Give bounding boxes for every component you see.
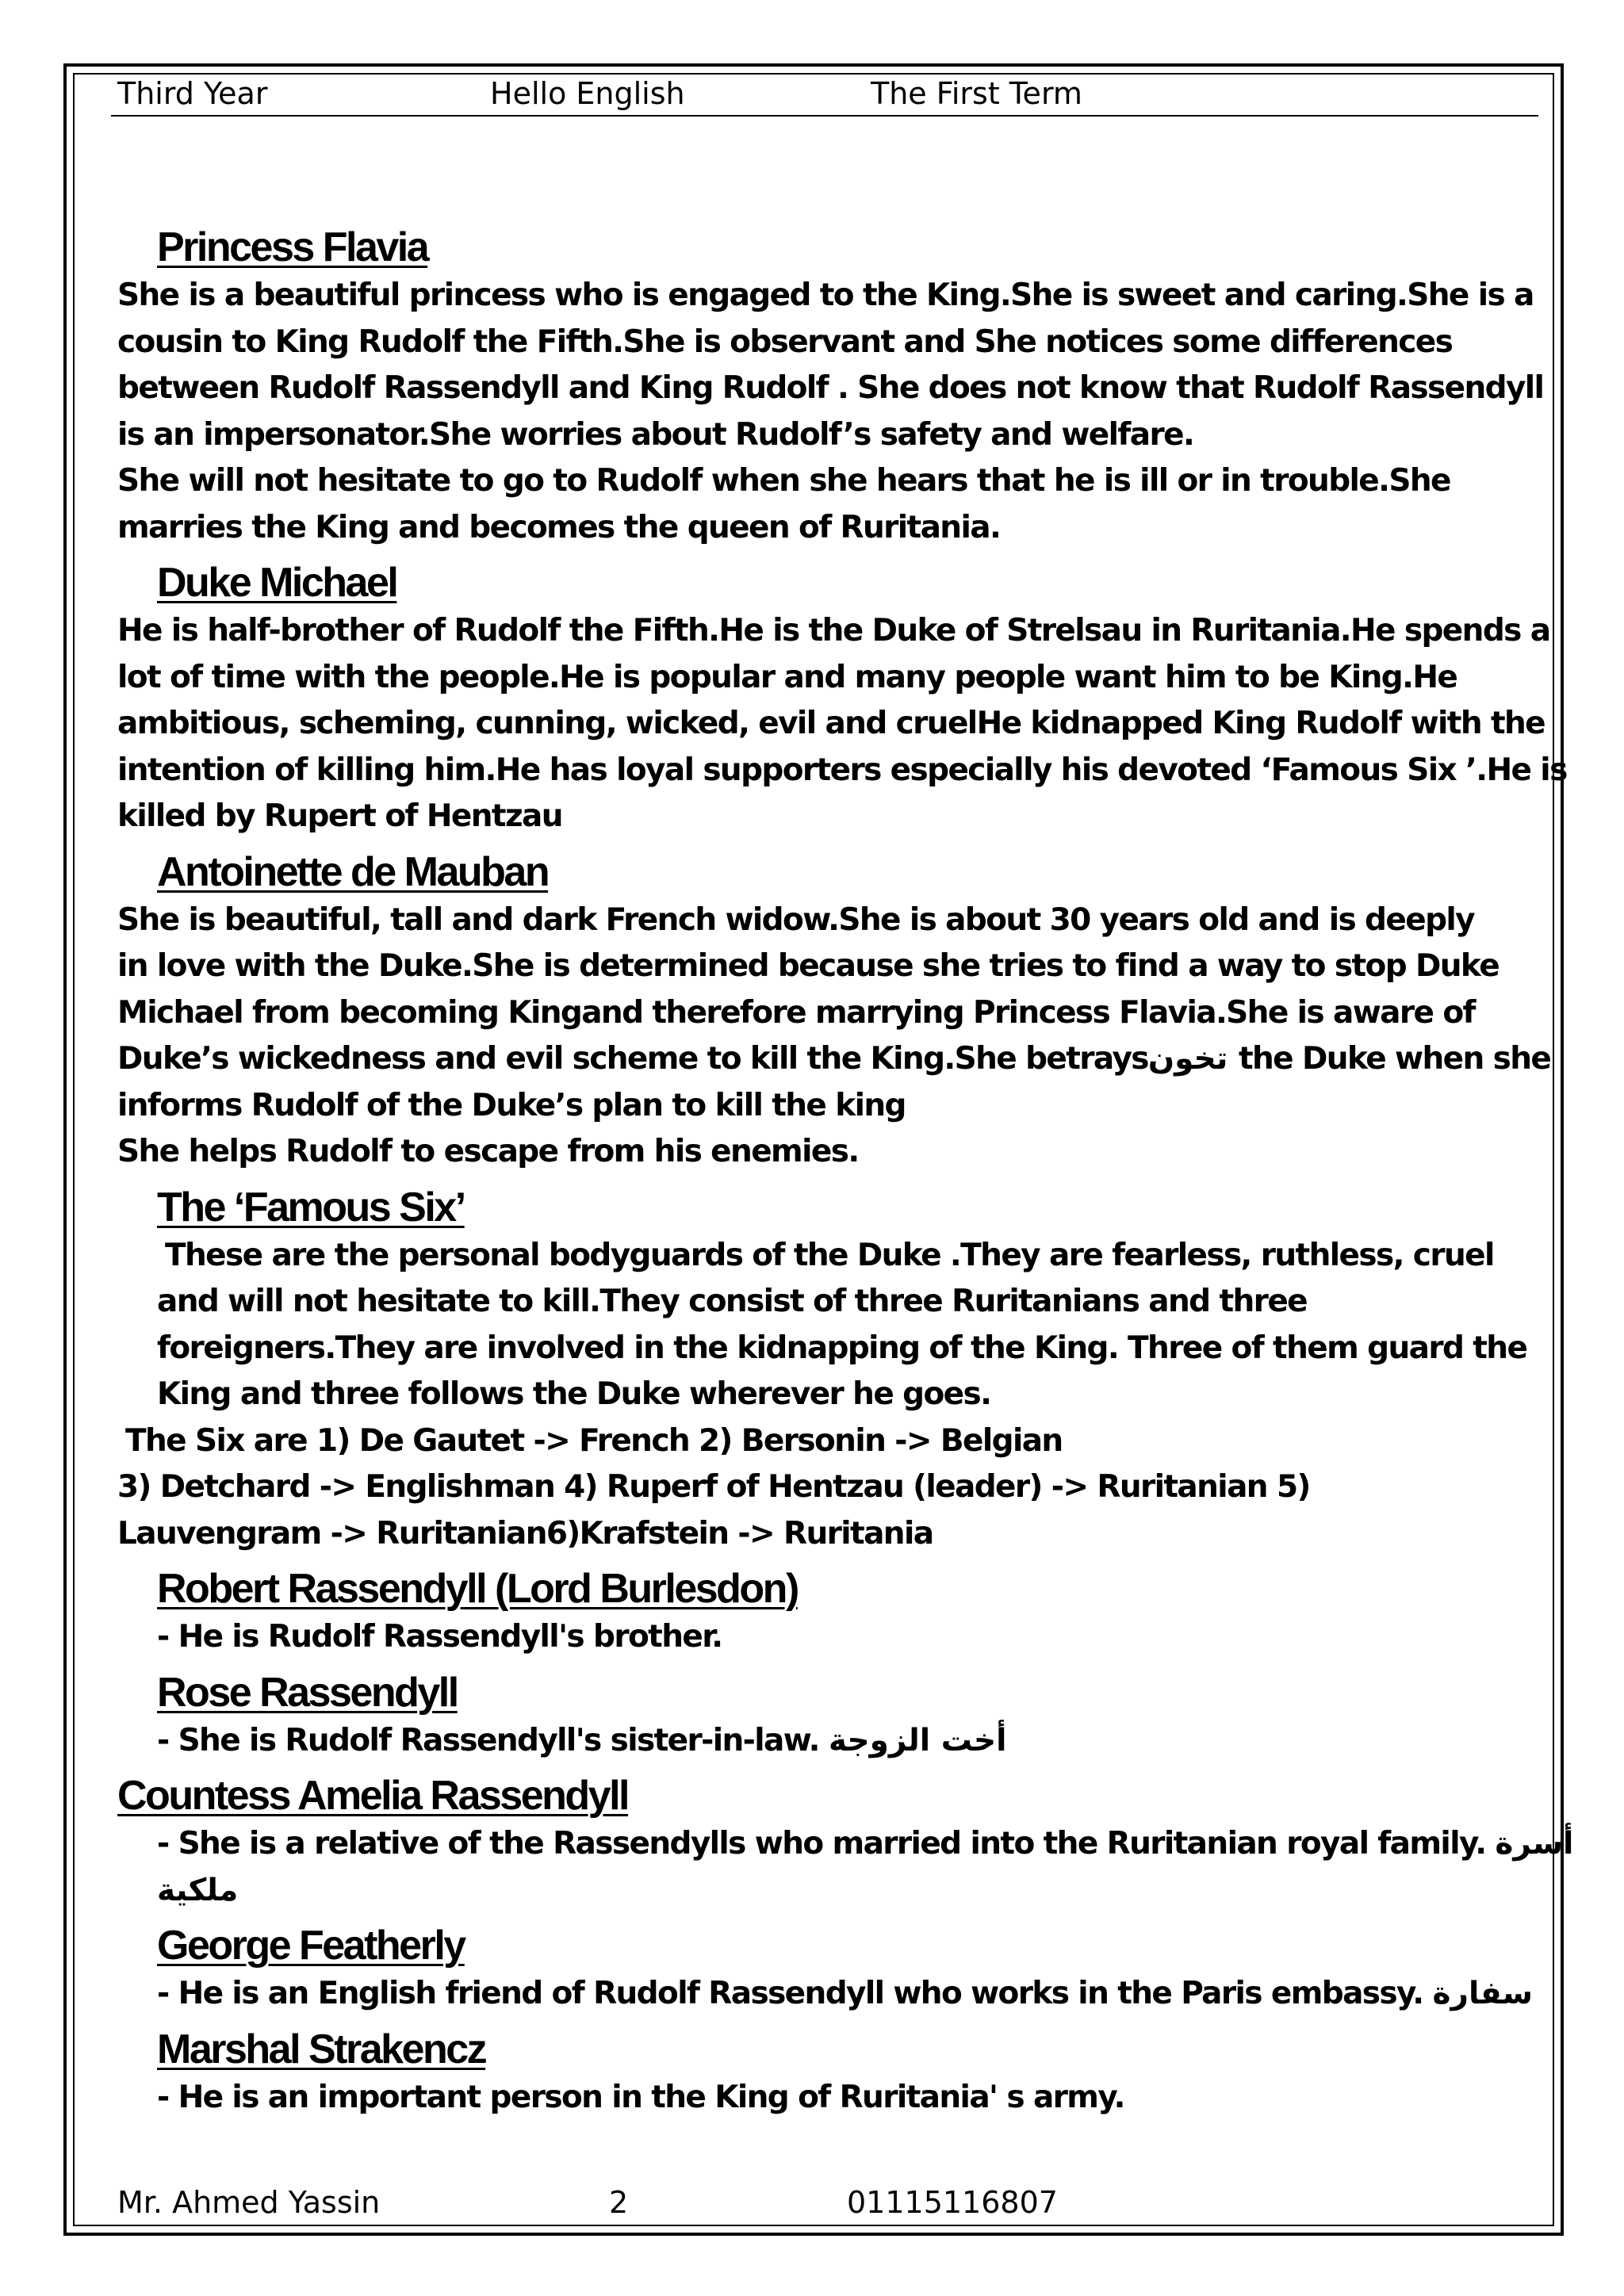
paragraph-line: She will not hesitate to go to Rudolf when she hears that he is ill or in trouble.She [117, 463, 1450, 499]
heading-duke-michael: Duke Michael [157, 560, 397, 606]
heading-marshal-strakencz: Marshal Strakencz [157, 2026, 486, 2072]
header-rule [111, 115, 1538, 117]
paragraph-line: She is beautiful, tall and dark French widow.She is about 30 years old and is deeply [117, 901, 1474, 938]
list-line: 3) Detchard -> Englishman 4) Ruperf of Hentzau (leader) -> Ruritanian 5) [117, 1469, 1310, 1505]
footer-author: Mr. Ahmed Yassin [117, 2185, 381, 2220]
paragraph-line: between Rudolf Rassendyll and King Rudolf . She does not know that Rudolf Rassendyll [117, 370, 1544, 406]
header-center: Hello English [490, 76, 685, 111]
paragraph-line: She helps Rudolf to escape from his enemies. [117, 1134, 859, 1169]
paragraph-line: and will not hesitate to kill.They consist of three Ruritanians and three [157, 1284, 1308, 1319]
paragraph-line: Michael from becoming Kingand therefore marrying Princess Flavia.She is aware of [117, 994, 1475, 1031]
paragraph-line: ambitious, scheming, cunning, wicked, evil and cruelHe kidnapped King Rudolf with the [117, 706, 1545, 741]
paragraph-line: informs Rudolf of the Duke’s plan to kill the king [117, 1087, 906, 1123]
header-right: The First Term [871, 76, 1082, 111]
footer-page-number: 2 [609, 2185, 629, 2220]
header-left: Third Year [117, 76, 268, 111]
paragraph-line: - She is a relative of the Rassendylls who married into the Ruritanian royal family. أسرة [157, 1826, 1574, 1862]
heading-famous-six: The ‘Famous Six’ [157, 1184, 465, 1230]
paragraph-line: intention of killing him.He has loyal supporters especially his devoted ‘Famous Six ’.He is [117, 752, 1567, 788]
paragraph-line: - He is an English friend of Rudolf Rassendyll who works in the Paris embassy. سفارة [157, 1976, 1534, 2011]
paragraph-line: foreigners.They are involved in the kidnapping of the King. Three of them guard the [157, 1330, 1527, 1366]
paragraph-line: Duke’s wickedness and evil scheme to kill the King.She betraysتخون the Duke when she [117, 1041, 1551, 1077]
paragraph-line: marries the King and becomes the queen of Ruritania. [117, 509, 1001, 545]
paragraph-line: - She is Rudolf Rassendyll's sister-in-law. أخت الزوجة [157, 1722, 1007, 1758]
paragraph-line: King and three follows the Duke wherever he goes. [157, 1376, 991, 1412]
heading-antoinette: Antoinette de Mauban [157, 848, 549, 895]
paragraph-line: killed by Rupert of Hentzau [117, 798, 562, 834]
paragraph-line: He is half-brother of Rudolf the Fifth.He is the Duke of Strelsau in Ruritania.He spends a [117, 613, 1550, 649]
paragraph-line: is an impersonator.She worries about Rudolf’s safety and welfare. [117, 416, 1194, 453]
paragraph-line: ملكية [157, 1872, 239, 1908]
heading-robert-rassendyll: Robert Rassendyll (Lord Burlesdon) [157, 1566, 798, 1612]
paragraph-line: cousin to King Rudolf the Fifth.She is observant and She notices some differences [117, 323, 1453, 360]
document-body [117, 216, 1574, 2121]
list-line: Lauvengram -> Ruritanian6)Krafstein -> Ruritania [117, 1515, 933, 1552]
heading-rose-rassendyll: Rose Rassendyll [157, 1669, 458, 1716]
footer-phone: 01115116807 [847, 2185, 1058, 2220]
paragraph-line: lot of time with the people.He is popular and many people want him to be King.He [117, 659, 1457, 695]
paragraph-line: She is a beautiful princess who is engaged to the King.She is sweet and caring.She is a [117, 277, 1534, 313]
heading-princess-flavia: Princess Flavia [157, 224, 428, 270]
heading-countess-amelia: Countess Amelia Rassendyll [117, 1773, 628, 1819]
paragraph-line: in love with the Duke.She is determined because she tries to find a way to stop Duke [117, 948, 1500, 984]
paragraph-line: These are the personal bodyguards of the Duke .They are fearless, ruthless, cruel [165, 1237, 1494, 1273]
paragraph-line: - He is Rudolf Rassendyll's brother. [157, 1619, 722, 1655]
heading-george-featherly: George Featherly [157, 1923, 465, 1969]
list-line: The Six are 1) De Gautet -> French 2) Bersonin -> Belgian [125, 1422, 1063, 1459]
paragraph-line: - He is an important person in the King of Ruritania' s army. [157, 2079, 1124, 2115]
